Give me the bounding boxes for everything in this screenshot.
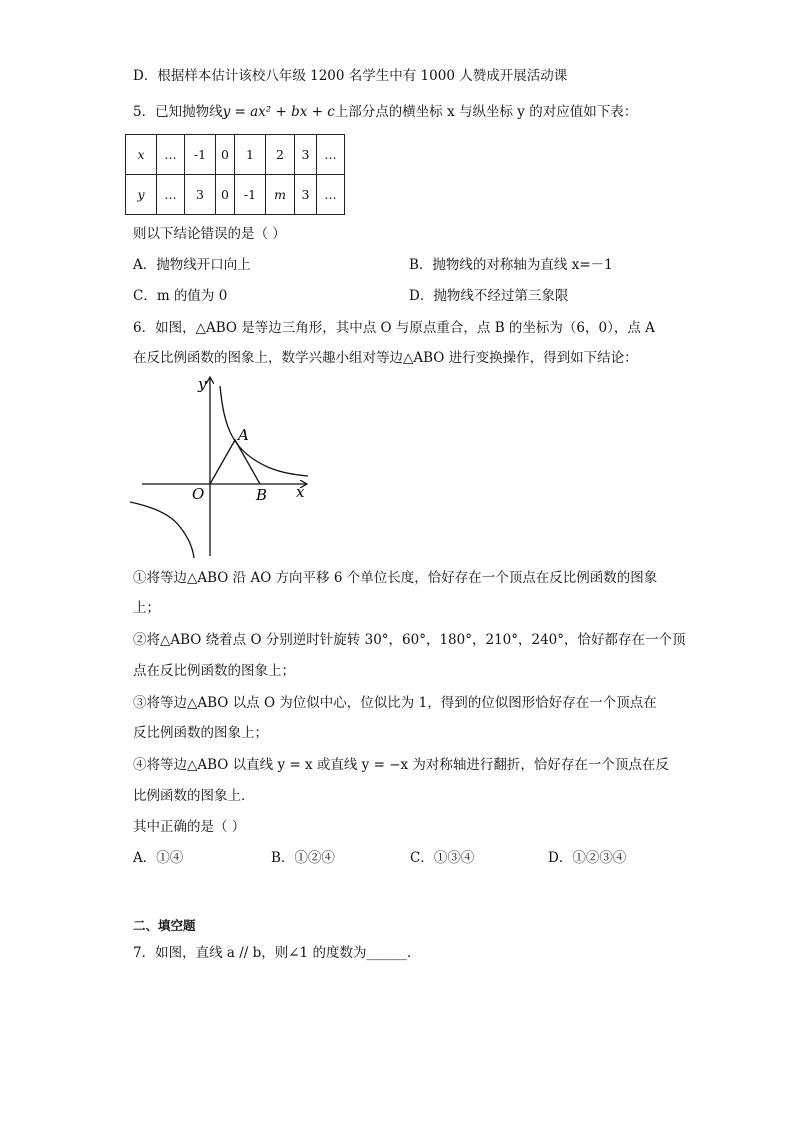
table-cell: 3 bbox=[185, 175, 216, 215]
table-cell: … bbox=[157, 135, 185, 175]
q6-statement-2-line2: 点在反比例函数的图象上； bbox=[133, 663, 295, 679]
hyperbola-branch-lower bbox=[130, 502, 194, 558]
table-cell: -1 bbox=[185, 135, 216, 175]
q6-question: 其中正确的是（ ） bbox=[133, 819, 246, 835]
q6-option-b: B．①②④ bbox=[271, 850, 335, 866]
q6-option-a: A．①④ bbox=[133, 850, 184, 866]
table-cell: 0 bbox=[216, 175, 235, 215]
point-b-label: B bbox=[256, 486, 268, 504]
q5-question: 则以下结论错误的是（ ） bbox=[133, 226, 286, 242]
table-cell: 1 bbox=[235, 135, 266, 175]
q5-option-b: B．抛物线的对称轴为直线 x=－1 bbox=[409, 257, 613, 273]
q6-statement-1-line1: ①将等边△ABO 沿 AO 方向平移 6 个单位长度，恰好存在一个顶点在反比例函数的图象 bbox=[133, 570, 658, 586]
q6-option-c: C．①③④ bbox=[410, 850, 475, 866]
q6-statement-3-line2: 反比例函数的图象上； bbox=[133, 725, 268, 741]
origin-label: O bbox=[192, 485, 205, 503]
q6-stem-line1: 6．如图，△ABO 是等边三角形，其中点 O 与原点重合，点 B 的坐标为（6，0），点 A bbox=[133, 320, 655, 336]
table-cell: m bbox=[266, 175, 295, 215]
table-cell: … bbox=[157, 175, 185, 215]
q6-statement-4-line2: 比例函数的图象上． bbox=[133, 788, 255, 804]
q7-stem: 7．如图，直线 a // b，则∠1 的度数为______． bbox=[133, 945, 421, 961]
y-axis-label: y bbox=[198, 375, 207, 393]
table-cell: 0 bbox=[216, 135, 235, 175]
q6-figure bbox=[130, 372, 320, 564]
q6-statement-4-line1: ④将等边△ABO 以直线 y = x 或直线 y = −x 为对称轴进行翻折，恰好存在一个顶点在反 bbox=[133, 757, 669, 773]
q5-option-c: C．m 的值为 0 bbox=[133, 288, 228, 304]
q6-statement-2-line1: ②将△ABO 绕着点 O 分别逆时针旋转 30°，60°，180°，210°，240°，恰好都存在一个顶 bbox=[133, 632, 686, 648]
table-cell: … bbox=[317, 175, 345, 215]
table-cell: 3 bbox=[295, 135, 317, 175]
q5-stem-suffix: 上部分点的横坐标 x 与纵坐标 y 的对应值如下表： bbox=[334, 104, 638, 120]
table-cell: -1 bbox=[235, 175, 266, 215]
x-axis-label: x bbox=[296, 483, 305, 501]
q6-option-d: D．①②③④ bbox=[548, 850, 627, 866]
q5-stem-prefix: 5．已知抛物线 bbox=[133, 104, 223, 120]
table-cell: 2 bbox=[266, 135, 295, 175]
q5-formula: y = ax² + bx + c bbox=[222, 104, 335, 120]
q5-option-a: A．抛物线开口向上 bbox=[133, 257, 251, 273]
q5-stem bbox=[133, 102, 637, 122]
table-cell: 3 bbox=[295, 175, 317, 215]
hyperbola-branch-upper bbox=[220, 386, 308, 476]
table-cell: y bbox=[126, 175, 157, 215]
table-cell: x bbox=[126, 135, 157, 175]
table-row-y bbox=[126, 175, 345, 215]
q6-stem-line2: 在反比例函数的图象上，数学兴趣小组对等边△ABO 进行变换操作，得到如下结论： bbox=[133, 350, 638, 366]
table-row-x bbox=[126, 135, 345, 175]
q4-option-d: D．根据样本估计该校八年级 1200 名学生中有 1000 人赞成开展活动课 bbox=[133, 68, 568, 84]
table-cell: … bbox=[317, 135, 345, 175]
q6-statement-1-line2: 上； bbox=[133, 600, 160, 616]
section-heading-fill-in: 二、填空题 bbox=[133, 918, 196, 933]
q6-statement-3-line1: ③将等边△ABO 以点 O 为位似中心，位似比为 1，得到的位似图形恰好存在一个顶点在 bbox=[133, 695, 657, 711]
triangle-abo bbox=[210, 440, 260, 484]
q5-option-d: D．抛物线不经过第三象限 bbox=[409, 288, 569, 304]
point-a-label: A bbox=[238, 426, 249, 444]
q5-value-table bbox=[125, 134, 345, 215]
